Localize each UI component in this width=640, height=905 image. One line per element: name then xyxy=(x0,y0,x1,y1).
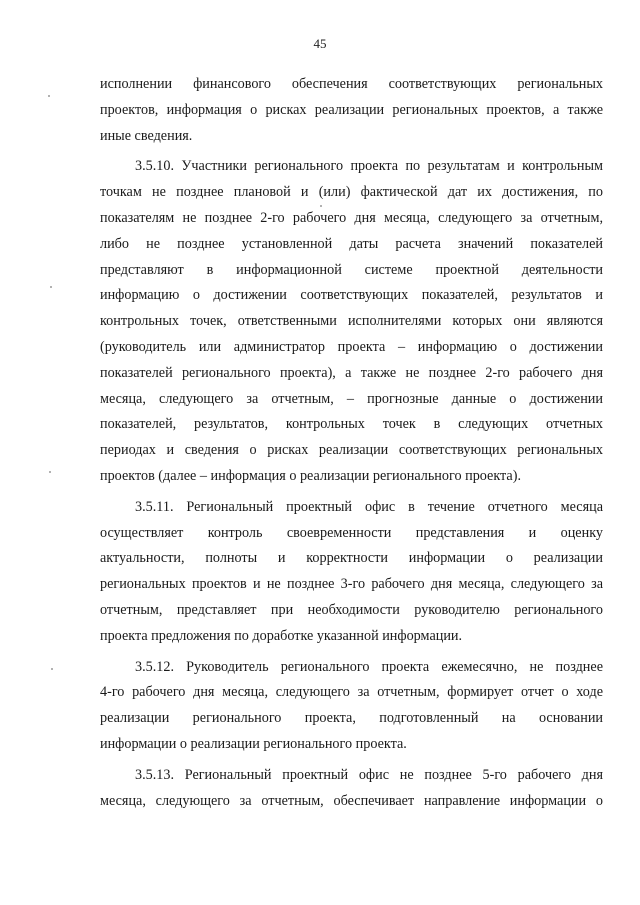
text-line: реализации регионального проекта, подготовленный на основании xyxy=(100,710,603,727)
text-line: отчетным, представляет при необходимости руководителю регионального xyxy=(100,601,603,618)
text-line: (руководитель или администратор проекта – информацию о достижении xyxy=(100,338,603,355)
scan-speck xyxy=(49,471,51,473)
text-line: 3.5.12. Руководитель регионального проекта ежемесячно, не позднее xyxy=(135,658,603,675)
text-line: 3.5.13. Региональный проектный офис не позднее 5-го рабочего дня xyxy=(135,766,603,783)
text-line: показателей, результатов, контрольных точек в следующих отчетных xyxy=(100,416,603,433)
paragraph-3-5-10 xyxy=(100,154,603,489)
scan-speck xyxy=(48,95,50,97)
text-line: проектов, информация о рисках реализации региональных проектов, а также xyxy=(100,101,603,118)
text-line: показателям не позднее 2-го рабочего дня месяца, следующего за отчетным, xyxy=(100,209,603,226)
text-line: информации о реализации регионального проекта. xyxy=(100,735,407,752)
text-line: показателей регионального проекта), а также не позднее 2-го рабочего дня xyxy=(100,364,603,381)
text-line: проектов (далее – информация о реализации регионального проекта). xyxy=(100,467,521,484)
scan-speck xyxy=(320,205,322,207)
paragraph-3-5-11 xyxy=(100,495,603,650)
text-line: актуальности, полноты и корректности информации о реализации xyxy=(100,550,603,567)
text-line: 4-го рабочего дня месяца, следующего за отчетным, формирует отчет о ходе xyxy=(100,684,603,701)
text-line: представляют в информационной системе проектной деятельности xyxy=(100,261,603,278)
text-line: проекта предложения по доработке указанной информации. xyxy=(100,627,463,644)
text-line: месяца, следующего за отчетным, – прогнозные данные о достижении xyxy=(100,390,603,407)
text-line: месяца, следующего за отчетным, обеспечивает направление информации о xyxy=(100,792,603,809)
paragraph-continuation xyxy=(100,72,603,149)
text-line: исполнении финансового обеспечения соответствующих региональных xyxy=(100,76,603,92)
paragraph-3-5-13 xyxy=(100,763,603,815)
paragraph-3-5-12 xyxy=(100,655,603,758)
page-number: 45 xyxy=(313,36,327,51)
scan-speck xyxy=(50,286,52,288)
text-line: точкам не позднее плановой и (или) фактической дат их достижения, по xyxy=(100,184,603,201)
text-line: периодах и сведения о рисках реализации соответствующих региональных xyxy=(100,442,603,459)
text-line: либо не позднее установленной даты расчета значений показателей xyxy=(100,235,603,252)
text-line: 3.5.11. Региональный проектный офис в течение отчетного месяца xyxy=(135,498,603,515)
text-line: региональных проектов и не позднее 3-го рабочего дня месяца, следующего за xyxy=(100,576,603,593)
document-body xyxy=(100,72,603,814)
text-line: осуществляет контроль своевременности представления и оценку xyxy=(100,524,603,541)
text-line: иные сведения. xyxy=(100,127,193,144)
text-line: информацию о достижении соответствующих показателей, результатов и xyxy=(100,287,603,304)
text-line: 3.5.10. Участники регионального проекта по результатам и контрольным xyxy=(135,158,603,175)
text-line: контрольных точек, ответственными исполнителями которых они являются xyxy=(100,313,603,330)
scan-speck xyxy=(51,668,53,670)
